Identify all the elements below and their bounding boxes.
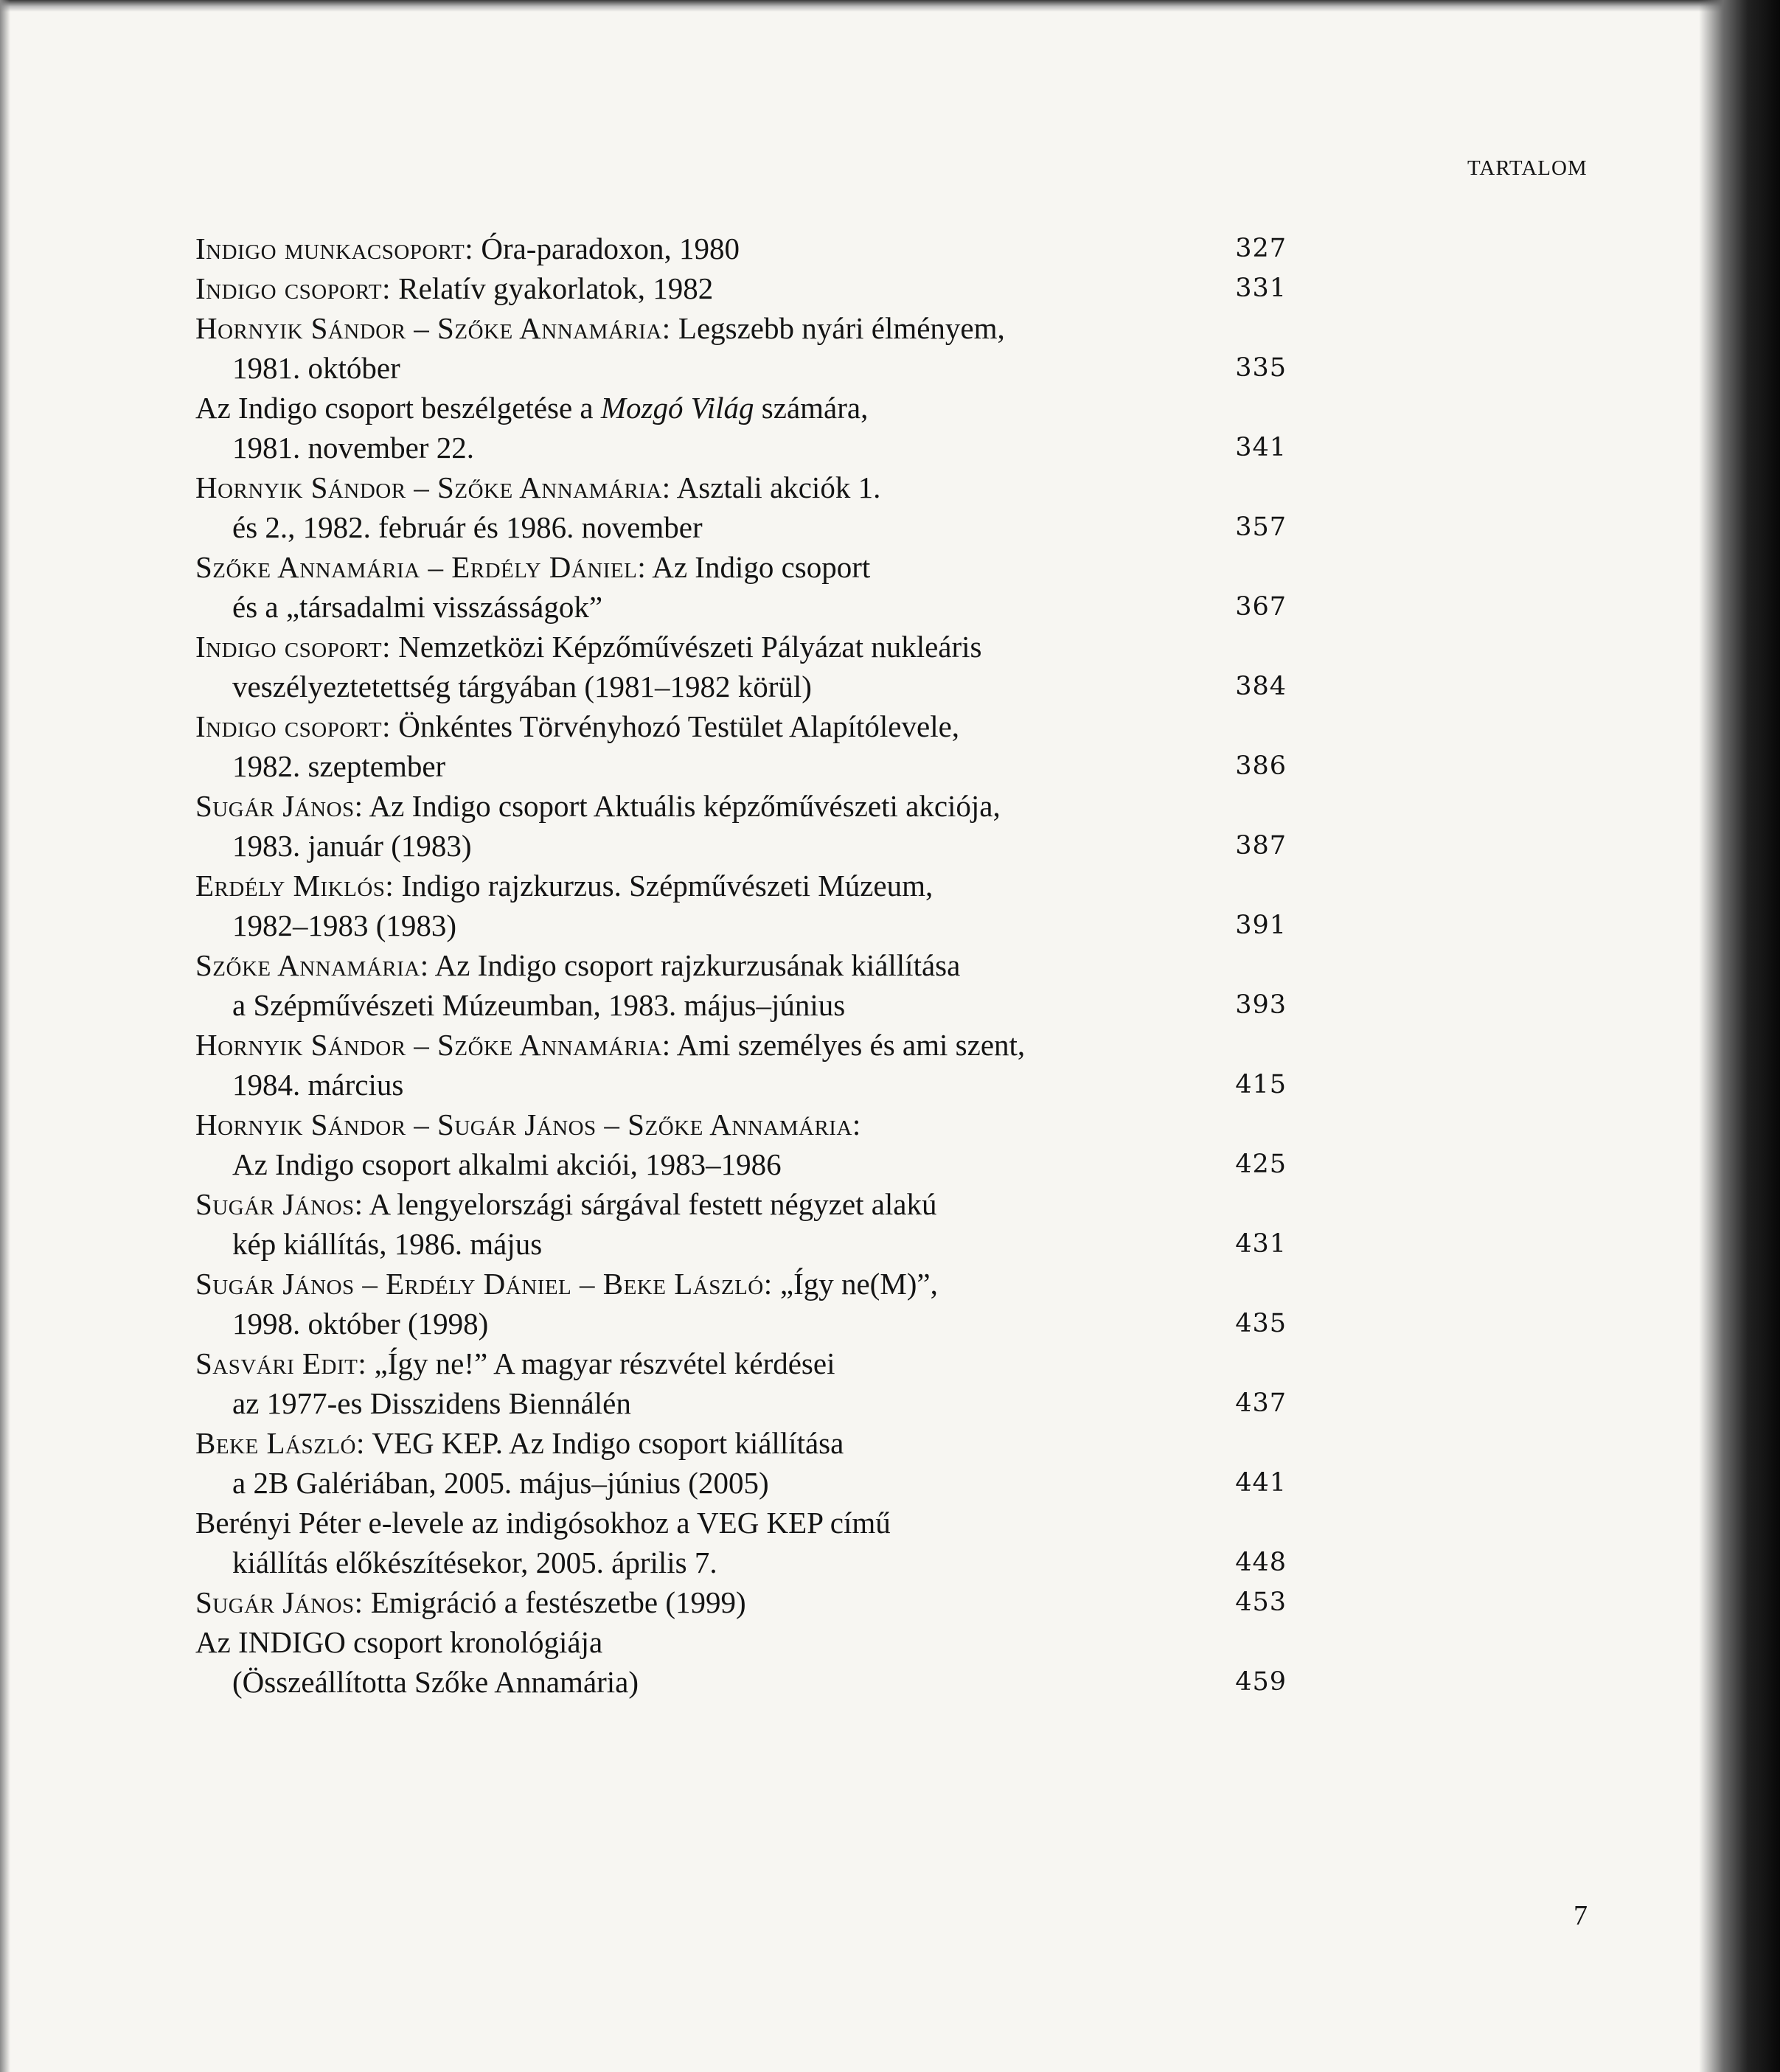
toc-entry-continuation-line	[195, 1662, 1287, 1702]
toc-entry-continuation-line	[195, 1144, 1287, 1184]
toc-entry-title: 1982–1983 (1983)	[232, 908, 457, 942]
toc-entry-author: Sugár János:	[195, 1187, 364, 1221]
toc-entry-author: Sugár János:	[195, 789, 364, 823]
toc-entry-continuation-line	[195, 348, 1287, 388]
toc-entry-continuation-line	[195, 1224, 1287, 1264]
toc-entry-title: Az Indigo csoport	[652, 550, 871, 584]
toc-entry-page-number: 341	[1235, 433, 1287, 462]
toc-entry-first-line	[195, 1423, 1287, 1463]
toc-entry-title: az 1977-es Disszidens Biennálén	[232, 1386, 631, 1420]
toc-entry-continuation-line	[195, 1065, 1287, 1105]
toc-entry-author: Hornyik Sándor – Szőke Annamária:	[195, 311, 671, 345]
toc-entry-author: Sugár János – Erdély Dániel – Beke László:	[195, 1267, 773, 1301]
toc-entry-continuation-line	[195, 1304, 1287, 1343]
toc-entry-first-line	[195, 308, 1287, 348]
toc-entry-page-number: 367	[1235, 592, 1287, 622]
toc-entry	[195, 1264, 1287, 1343]
toc-entry-title: kiállítás előkészítésekor, 2005. április 7.	[232, 1546, 717, 1579]
toc-entry-title: Nemzetközi Képzőművészeti Pályázat nukleáris	[398, 630, 982, 664]
toc-entry-continuation-line	[195, 1463, 1287, 1503]
toc-entry	[195, 786, 1287, 866]
toc-entry-title: veszélyeztetettség tárgyában (1981–1982 körül)	[232, 670, 812, 703]
toc-entry-first-line	[195, 1105, 1287, 1144]
toc-entry-page-number: 459	[1235, 1667, 1287, 1697]
toc-entry-first-line	[195, 866, 1287, 905]
toc-entry	[195, 268, 1287, 308]
toc-entry-title: Asztali akciók 1.	[676, 470, 881, 504]
table-of-contents	[195, 229, 1287, 1702]
toc-entry-author: Indigo munkacsoport:	[195, 232, 474, 265]
toc-entry-title: Önkéntes Törvényhozó Testület Alapítólevele,	[398, 709, 960, 743]
toc-entry-title: Legszebb nyári élményem,	[678, 311, 1005, 345]
toc-entry-author: Szőke Annamária – Erdély Dániel:	[195, 550, 647, 584]
toc-entry-title: 1984. március	[232, 1068, 404, 1102]
toc-entry-page-number: 331	[1235, 274, 1287, 303]
toc-entry-title: a 2B Galériában, 2005. május–június (2005)	[232, 1466, 769, 1500]
toc-entry-continuation-line	[195, 985, 1287, 1025]
toc-entry-author: Indigo csoport:	[195, 630, 392, 664]
toc-entry-page-number: 327	[1235, 234, 1287, 263]
toc-entry-author: Indigo csoport:	[195, 709, 392, 743]
toc-entry	[195, 945, 1287, 1025]
toc-entry-first-line	[195, 1582, 1287, 1622]
toc-entry-continuation-line	[195, 667, 1287, 706]
toc-entry-first-line	[195, 388, 1287, 428]
toc-entry-title: Óra-paradoxon, 1980	[481, 232, 740, 265]
toc-entry-first-line	[195, 1343, 1287, 1383]
toc-entry-first-line	[195, 1025, 1287, 1065]
toc-entry-title: (Összeállította Szőke Annamária)	[232, 1665, 639, 1699]
toc-entry-first-line	[195, 786, 1287, 826]
toc-entry-first-line	[195, 1503, 1287, 1543]
toc-entry-title: Emigráció a festészetbe (1999)	[370, 1585, 746, 1619]
toc-entry-page-number: 453	[1235, 1588, 1287, 1617]
toc-entry-author: Hornyik Sándor – Szőke Annamária:	[195, 1028, 671, 1062]
toc-entry-title: 1981. november 22.	[232, 431, 474, 465]
scan-edge-left	[0, 0, 10, 2072]
toc-entry	[195, 1423, 1287, 1503]
toc-entry-page-number: 393	[1235, 990, 1287, 1020]
toc-entry-first-line	[195, 706, 1287, 746]
toc-entry-title: Indigo rajzkurzus. Szépművészeti Múzeum,	[401, 869, 934, 903]
toc-entry-continuation-line	[195, 507, 1287, 547]
toc-entry-title: Ami személyes és ami szent,	[676, 1028, 1026, 1062]
toc-entry-page-number: 391	[1235, 911, 1287, 940]
toc-entry	[195, 1105, 1287, 1184]
toc-entry-title: Az Indigo csoport Aktuális képzőművészeti akciója,	[369, 789, 1001, 823]
toc-entry	[195, 1025, 1287, 1105]
toc-entry-page-number: 335	[1235, 353, 1287, 383]
toc-entry-title: „Így ne(M)”,	[779, 1267, 938, 1301]
toc-entry-title: 1981. október	[232, 351, 400, 385]
toc-entry	[195, 547, 1287, 627]
scan-edge-top	[0, 0, 1780, 12]
toc-entry-continuation-line	[195, 1543, 1287, 1582]
toc-entry-title: „Így ne!” A magyar részvétel kérdései	[374, 1346, 835, 1380]
toc-entry-first-line	[195, 627, 1287, 667]
toc-entry-title: a Szépművészeti Múzeumban, 1983. május–június	[232, 988, 846, 1022]
toc-entry-page-number: 448	[1235, 1548, 1287, 1577]
toc-entry	[195, 308, 1287, 388]
toc-entry-title: Az Indigo csoport beszélgetése a Mozgó Világ számára,	[195, 391, 869, 425]
toc-entry-first-line	[195, 547, 1287, 587]
toc-entry-first-line	[195, 1184, 1287, 1224]
toc-entry	[195, 1503, 1287, 1582]
toc-entry-title: 1982. szeptember	[232, 749, 446, 783]
toc-entry-title: VEG KEP. Az Indigo csoport kiállítása	[372, 1426, 844, 1460]
toc-entry-title: 1983. január (1983)	[232, 829, 472, 863]
toc-entry	[195, 1343, 1287, 1423]
toc-entry-author: Hornyik Sándor – Szőke Annamária:	[195, 470, 671, 504]
toc-entry-page-number: 441	[1235, 1468, 1287, 1498]
toc-entry-author: Beke László:	[195, 1426, 365, 1460]
toc-entry-page-number: 425	[1235, 1150, 1287, 1179]
toc-entry-first-line	[195, 945, 1287, 985]
running-head: TARTALOM	[1467, 156, 1588, 180]
toc-entry-page-number: 357	[1235, 512, 1287, 542]
book-spine-shadow	[1699, 0, 1780, 2072]
toc-entry	[195, 627, 1287, 706]
toc-entry-title: Az INDIGO csoport kronológiája	[195, 1625, 603, 1659]
toc-entry	[195, 866, 1287, 945]
toc-entry-author: Sasvári Edit:	[195, 1346, 367, 1380]
toc-entry-author: Sugár János:	[195, 1585, 364, 1619]
page-number: 7	[1574, 1900, 1588, 1931]
toc-entry-page-number: 415	[1235, 1070, 1287, 1099]
toc-entry-title: és 2., 1982. február és 1986. november	[232, 510, 703, 544]
toc-entry	[195, 706, 1287, 786]
toc-entry-title: Berényi Péter e-levele az indigósokhoz a VEG KEP című	[195, 1506, 891, 1540]
toc-entry-continuation-line	[195, 587, 1287, 627]
toc-entry-title: 1998. október (1998)	[232, 1307, 489, 1341]
toc-entry-author: Erdély Miklós:	[195, 869, 394, 903]
toc-entry	[195, 1622, 1287, 1702]
toc-entry-first-line	[195, 268, 1287, 308]
toc-entry-continuation-line	[195, 746, 1287, 786]
toc-entry-title: Relatív gyakorlatok, 1982	[398, 271, 714, 305]
toc-entry-title: A lengyelországi sárgával festett négyzet alakú	[369, 1187, 937, 1221]
toc-entry-title: kép kiállítás, 1986. május	[232, 1227, 543, 1261]
toc-entry-title: és a „társadalmi visszásságok”	[232, 590, 603, 624]
toc-entry-continuation-line	[195, 1383, 1287, 1423]
toc-entry	[195, 388, 1287, 467]
toc-entry-author: Indigo csoport:	[195, 271, 392, 305]
toc-entry-page-number: 431	[1235, 1229, 1287, 1259]
toc-entry-first-line	[195, 229, 1287, 268]
toc-entry-title: Az Indigo csoport rajzkurzusának kiállítása	[434, 948, 961, 982]
toc-entry-page-number: 437	[1235, 1388, 1287, 1418]
toc-entry-page-number: 384	[1235, 672, 1287, 701]
toc-entry-page-number: 386	[1235, 751, 1287, 781]
toc-entry	[195, 467, 1287, 547]
toc-entry-continuation-line	[195, 826, 1287, 866]
toc-entry-page-number: 435	[1235, 1309, 1287, 1338]
toc-entry-continuation-line	[195, 428, 1287, 467]
toc-entry-title: Az Indigo csoport alkalmi akciói, 1983–1986	[232, 1147, 782, 1181]
toc-entry	[195, 229, 1287, 268]
toc-entry-first-line	[195, 1622, 1287, 1662]
toc-entry	[195, 1184, 1287, 1264]
toc-entry-first-line	[195, 1264, 1287, 1304]
toc-entry-author: Szőke Annamária:	[195, 948, 429, 982]
toc-entry-author: Hornyik Sándor – Sugár János – Szőke Annamária:	[195, 1108, 861, 1141]
toc-entry-first-line	[195, 467, 1287, 507]
toc-entry	[195, 1582, 1287, 1622]
toc-entry-continuation-line	[195, 905, 1287, 945]
toc-entry-page-number: 387	[1235, 831, 1287, 861]
